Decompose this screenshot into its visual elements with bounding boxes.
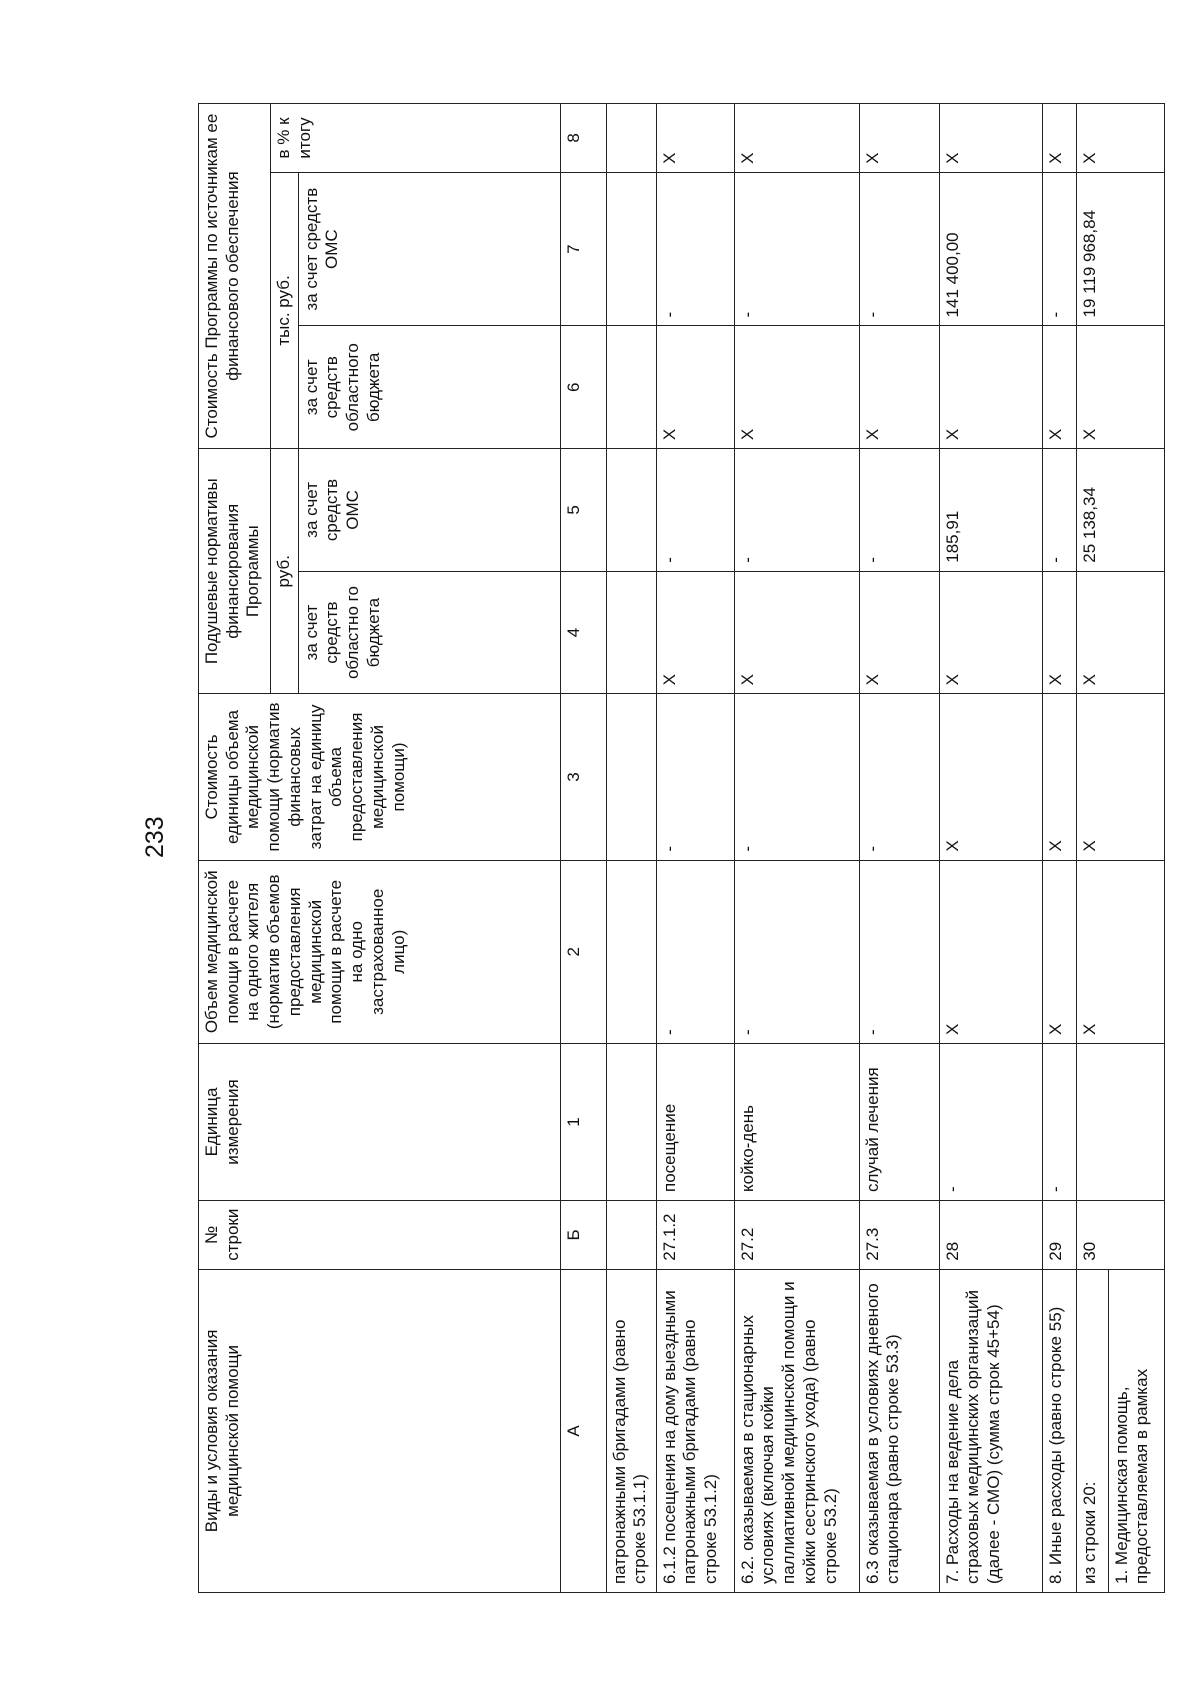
table-row (606, 104, 656, 1593)
row-oms-cost (606, 172, 656, 326)
header-program-cost: Стоимость Программы по источникам ее финансового обеспечения (199, 104, 271, 449)
row-regional-norm: X (1076, 571, 1164, 694)
row-regional-norm: X (939, 571, 1042, 694)
row-oms-cost: - (734, 172, 859, 326)
header-volume: Объем медицинской помощи в расчете на одного жителя (норматив объемов предоставления медицинской помощи в расчете на одно застрахованное лицо) (199, 860, 561, 1043)
header-oms-cost: за счет средств ОМС (298, 172, 560, 326)
column-number-row (560, 104, 606, 1593)
header-unit-thousand-rub: тыс. руб. (271, 172, 299, 448)
table-row (656, 104, 734, 1593)
row-unit-cost (606, 694, 656, 860)
column-number: 2 (560, 860, 606, 1043)
row-regional-norm: X (1042, 571, 1076, 694)
column-number: 8 (560, 104, 606, 173)
row-unit-cost: X (1042, 694, 1076, 860)
row-percent: X (939, 104, 1042, 173)
row-unit-cost: X (1076, 694, 1164, 860)
row-volume: X (939, 860, 1042, 1043)
row-percent: X (734, 104, 859, 173)
row-number (606, 1201, 656, 1270)
row-oms-cost: 141 400,00 (939, 172, 1042, 326)
row-oms-cost: - (859, 172, 939, 326)
row-percent: X (1042, 104, 1076, 173)
row-name: 7. Расходы на ведение дела страховых медицинских организаций (далее - СМО) (сумма строк 45+54) (939, 1269, 1042, 1592)
rotated-document-table (198, 103, 1152, 1593)
row-percent: X (859, 104, 939, 173)
row-regional-cost: X (734, 326, 859, 449)
row-volume: X (1042, 860, 1076, 1043)
column-number: 1 (560, 1043, 606, 1200)
row-percent: X (1076, 104, 1164, 173)
row-oms-norm: - (734, 449, 859, 572)
row-unit-cost: - (656, 694, 734, 860)
row-volume (606, 860, 656, 1043)
row-regional-cost: X (1042, 326, 1076, 449)
row-regional-cost (606, 326, 656, 449)
row-regional-norm: X (859, 571, 939, 694)
row-oms-norm (606, 449, 656, 572)
row-number: 29 (1042, 1201, 1076, 1270)
row-volume: - (734, 860, 859, 1043)
row-oms-norm: 25 138,34 (1076, 449, 1164, 572)
row-volume: - (859, 860, 939, 1043)
row-regional-cost: X (859, 326, 939, 449)
column-number: Б (560, 1201, 606, 1270)
row-unit: случай лечения (859, 1043, 939, 1200)
row-regional-cost: X (656, 326, 734, 449)
row-regional-norm (606, 571, 656, 694)
row-number: 27.2 (734, 1201, 859, 1270)
column-number: 4 (560, 571, 606, 694)
row-regional-norm: X (656, 571, 734, 694)
header-regional-budget-norm: за счет средств областно го бюджета (298, 571, 560, 694)
header-regional-budget-cost: за счет средств областного бюджета (298, 326, 560, 449)
table-row (1042, 104, 1076, 1593)
row-unit-cost: X (939, 694, 1042, 860)
row-volume: X (1076, 860, 1164, 1043)
row-unit-cost: - (859, 694, 939, 860)
row-regional-norm: X (734, 571, 859, 694)
row-regional-cost: X (939, 326, 1042, 449)
header-kinds: Виды и условия оказания медицинской помощи (199, 1269, 561, 1592)
row-number: 30 (1076, 1201, 1164, 1270)
column-number: 6 (560, 326, 606, 449)
header-percent-total: в % к итогу (271, 104, 561, 173)
row-oms-norm: - (656, 449, 734, 572)
row-unit: - (1042, 1043, 1076, 1200)
table-row (939, 104, 1042, 1593)
row-name: 8. Иные расходы (равно строке 55) (1042, 1269, 1076, 1592)
row-number: 28 (939, 1201, 1042, 1270)
row-volume: - (656, 860, 734, 1043)
header-unit-rub: руб. (271, 449, 299, 694)
row-name: из строки 20: (1076, 1269, 1108, 1592)
row-oms-cost: - (1042, 172, 1076, 326)
column-number: 7 (560, 172, 606, 326)
row-regional-cost: X (1076, 326, 1164, 449)
row-unit-cost: - (734, 694, 859, 860)
page-number: 233 (141, 816, 169, 858)
header-unit: Единица измерения (199, 1043, 561, 1200)
header-oms-norm: за счет средств ОМС (298, 449, 560, 572)
row-percent (606, 104, 656, 173)
table-row (859, 104, 939, 1593)
row-unit: посещение (656, 1043, 734, 1200)
column-number: 3 (560, 694, 606, 860)
row-unit (1076, 1043, 1164, 1200)
row-name: 6.2. оказываемая в стационарных условиях (включая койки паллиативной медицинской помощи и койки сестринского ухода) (равно строке 53.2) (734, 1269, 859, 1592)
row-number: 27.3 (859, 1201, 939, 1270)
row-unit (606, 1043, 656, 1200)
row-number: 27.1.2 (656, 1201, 734, 1270)
row-oms-norm: 185,91 (939, 449, 1042, 572)
row-name: 6.1.2 посещения на дому выездными патронажными бригадами (равно строке 53.1.2) (656, 1269, 734, 1592)
row-unit: - (939, 1043, 1042, 1200)
row-unit: койко-день (734, 1043, 859, 1200)
row-oms-cost: - (656, 172, 734, 326)
table-row (1076, 104, 1108, 1593)
row-oms-cost: 19 119 968,84 (1076, 172, 1164, 326)
header-per-capita: Подушевые нормативы финансирования Программы (199, 449, 271, 694)
header-row-number: № строки (199, 1201, 561, 1270)
column-number: А (560, 1269, 606, 1592)
row-name: 6.3 оказываемая в условиях дневного стационара (равно строке 53.3) (859, 1269, 939, 1592)
row-name: патронажными бригадами (равно строке 53.1.1) (606, 1269, 656, 1592)
row-percent: X (656, 104, 734, 173)
financing-table (198, 103, 1165, 1593)
table-row (734, 104, 859, 1593)
header-unit-cost: Стоимость единицы объема медицинской помощи (норматив финансовых затрат на единицу объема предоставления медицинской помощи) (199, 694, 561, 860)
row-name: 1. Медицинская помощь, предоставляемая в рамках (1108, 1269, 1164, 1592)
row-oms-norm: - (1042, 449, 1076, 572)
column-number: 5 (560, 449, 606, 572)
row-oms-norm: - (859, 449, 939, 572)
